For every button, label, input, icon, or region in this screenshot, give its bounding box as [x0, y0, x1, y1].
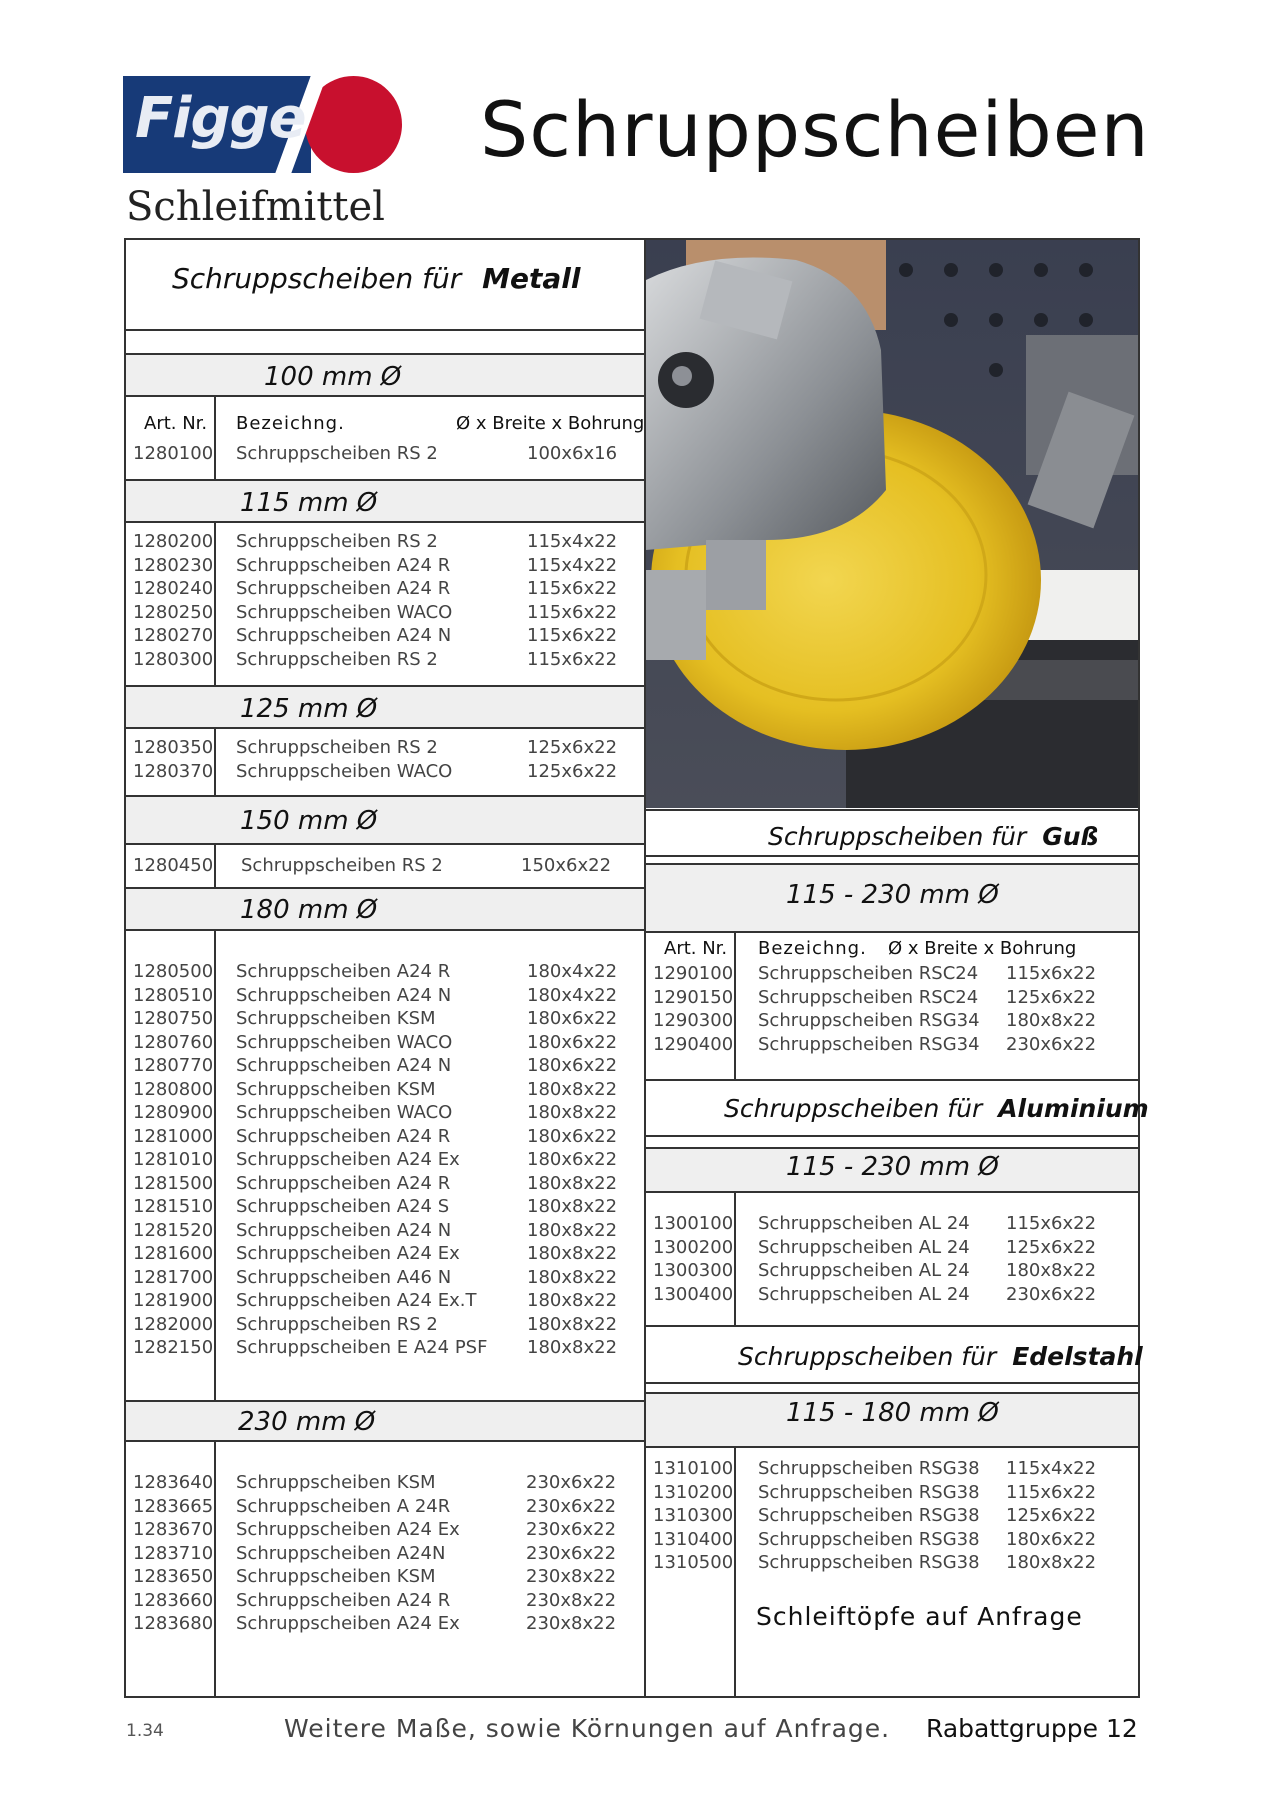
dimension: 180x6x22 [527, 1149, 618, 1170]
dimension: 180x4x22 [527, 961, 618, 982]
table-row [653, 1529, 1106, 1551]
dimension: 125x6x22 [1006, 986, 1097, 1008]
dimension: 115x4x22 [527, 531, 618, 552]
article-number: 1280500 [133, 961, 214, 982]
schleiftoepfe-note: Schleiftöpfe auf Anfrage [756, 1602, 1083, 1631]
table-row [653, 1552, 1106, 1574]
description: Schruppscheiben KSM [236, 1078, 436, 1100]
article-number: 1280450 [133, 855, 214, 876]
dimension: 180x8x22 [1006, 1260, 1097, 1281]
logo-text: Figge [135, 86, 306, 151]
col-header-bez: Bezeichng. [236, 413, 345, 434]
description: Schruppscheiben RS 2 [236, 531, 438, 552]
angle-grinder-photo [646, 240, 1138, 808]
article-number: 1281510 [133, 1196, 214, 1217]
article-number: 1310100 [653, 1458, 734, 1479]
article-number: 1281900 [133, 1290, 214, 1311]
dimension: 230x6x22 [526, 1542, 617, 1564]
article-number: 1280250 [133, 601, 214, 623]
guss-col-header-dim: Ø x Breite x Bohrung [888, 938, 1077, 959]
guss-dim-title: 115 - 230 mm Ø [786, 880, 999, 910]
edelstahl-heading-bold: Edelstahl [1012, 1342, 1143, 1371]
footer-note: Weitere Maße, sowie Körnungen auf Anfrage. [284, 1714, 891, 1743]
article-number: 1282000 [133, 1313, 214, 1335]
article-number: 1290300 [653, 1010, 734, 1031]
article-number: 1283650 [133, 1566, 214, 1587]
description: Schruppscheiben RS 2 [241, 855, 443, 876]
description: Schruppscheiben AL 24 [758, 1236, 970, 1258]
guss-heading [768, 822, 1099, 851]
article-number: 1283710 [133, 1542, 214, 1564]
table-row [653, 1260, 1106, 1282]
dimension: 230x6x22 [1006, 1283, 1097, 1305]
dimension: 180x8x22 [1006, 1010, 1097, 1031]
dimension: 180x8x22 [527, 1172, 618, 1194]
dimension: 180x8x22 [527, 1243, 618, 1264]
table-row [133, 1032, 627, 1054]
table-row [133, 961, 627, 983]
description: Schruppscheiben KSM [236, 1566, 436, 1587]
dimension: 125x6x22 [527, 737, 618, 758]
group-band-150 [126, 797, 644, 843]
description: Schruppscheiben RSC24 [758, 986, 979, 1008]
table-row [133, 578, 627, 600]
article-number: 1280770 [133, 1055, 214, 1076]
metall-heading-prefix: Schruppscheiben für [172, 262, 462, 295]
guss-heading-bold: Guß [1042, 822, 1099, 851]
description: Schruppscheiben AL 24 [758, 1213, 970, 1234]
table-row [653, 1034, 1106, 1056]
guss-heading-prefix: Schruppscheiben für [768, 822, 1027, 851]
description: Schruppscheiben WACO [236, 760, 453, 782]
metall-heading [172, 262, 580, 295]
table-row [653, 1237, 1106, 1259]
description: Schruppscheiben A24 N [236, 625, 452, 646]
dimension: 180x8x22 [527, 1102, 618, 1123]
article-number: 1281010 [133, 1149, 214, 1170]
description: Schruppscheiben A24 R [236, 1125, 451, 1147]
table-row [133, 1496, 626, 1518]
table-row [133, 1590, 626, 1612]
dimension: 180x6x22 [527, 1125, 618, 1147]
dimension: 100x6x16 [527, 443, 618, 464]
guss-col-header-bez: Bezeichng. [758, 938, 867, 959]
table-row [653, 1482, 1106, 1504]
dimension: 230x8x22 [526, 1589, 617, 1611]
description: Schruppscheiben A24 S [236, 1196, 450, 1217]
table-row [133, 1566, 626, 1588]
description: Schruppscheiben AL 24 [758, 1260, 970, 1281]
table-row [133, 1543, 626, 1565]
description: Schruppscheiben RSC24 [758, 963, 979, 984]
dimension: 230x6x22 [526, 1519, 617, 1540]
table-row [133, 1149, 627, 1171]
dimension: 180x8x22 [527, 1266, 618, 1288]
article-number: 1290100 [653, 963, 734, 984]
description: Schruppscheiben A24 N [236, 1055, 452, 1076]
table-row [653, 987, 1106, 1009]
article-number: 1280350 [133, 737, 214, 758]
article-number: 1281000 [133, 1125, 214, 1147]
article-number: 1280510 [133, 984, 214, 1006]
table-row [133, 1337, 627, 1359]
table-row [133, 855, 621, 877]
article-number: 1310300 [653, 1505, 734, 1526]
table-row [653, 1284, 1106, 1306]
table-row [133, 555, 627, 577]
table-row [653, 1458, 1106, 1480]
table-row [133, 761, 627, 783]
description: Schruppscheiben RSG38 [758, 1552, 980, 1573]
dimension: 180x6x22 [527, 1031, 618, 1053]
article-number: 1280300 [133, 648, 214, 670]
table-row [133, 1008, 627, 1030]
article-number: 1280760 [133, 1031, 214, 1053]
aluminium-heading-prefix: Schruppscheiben für [724, 1094, 983, 1123]
article-number: 1280800 [133, 1078, 214, 1100]
group-title-125: 125 mm Ø [240, 694, 378, 724]
description: Schruppscheiben A 24R [236, 1495, 451, 1517]
dimension: 115x6x22 [527, 625, 618, 646]
aluminium-heading-bold: Aluminium [998, 1094, 1149, 1123]
table-row [133, 985, 627, 1007]
description: Schruppscheiben RS 2 [236, 1313, 438, 1335]
table-row [133, 1472, 626, 1494]
table-row [133, 1055, 627, 1077]
article-number: 1280270 [133, 625, 214, 646]
article-number: 1290150 [653, 986, 734, 1008]
article-number: 1281700 [133, 1266, 214, 1288]
article-number: 1300300 [653, 1260, 734, 1281]
article-number: 1310500 [653, 1552, 734, 1573]
article-number: 1283660 [133, 1589, 214, 1611]
table-row [133, 1126, 627, 1148]
table-row [133, 1243, 627, 1265]
description: Schruppscheiben A24 R [236, 1589, 451, 1611]
table-row [133, 443, 627, 465]
description: Schruppscheiben RS 2 [236, 443, 438, 464]
page-title: Schruppscheiben [480, 85, 1150, 174]
table-row [653, 1505, 1106, 1527]
dimension: 230x6x22 [526, 1472, 617, 1493]
dimension: 115x6x22 [1006, 1481, 1097, 1503]
article-number: 1283640 [133, 1472, 214, 1493]
table-row [133, 602, 627, 624]
description: Schruppscheiben A24 R [236, 554, 451, 576]
page-subtitle: Schleifmittel [126, 184, 385, 230]
description: Schruppscheiben KSM [236, 1008, 436, 1029]
article-number: 1281600 [133, 1243, 214, 1264]
description: Schruppscheiben RS 2 [236, 648, 438, 670]
dimension: 180x6x22 [527, 1008, 618, 1029]
dimension: 115x4x22 [527, 554, 618, 576]
table-row [133, 531, 627, 553]
article-number: 1280750 [133, 1008, 214, 1029]
guss-col-header-art: Art. Nr. [664, 938, 728, 959]
table-row [133, 1314, 627, 1336]
description: Schruppscheiben RSG34 [758, 1033, 980, 1055]
table-row [133, 1079, 627, 1101]
group-band-230 [126, 1402, 644, 1440]
table-row [133, 1267, 627, 1289]
col-header-dim: Ø x Breite x Bohrung [456, 413, 645, 434]
table-row [653, 1213, 1106, 1235]
article-number: 1281520 [133, 1219, 214, 1241]
article-number: 1280900 [133, 1102, 214, 1123]
table-row [653, 1010, 1106, 1032]
description: Schruppscheiben WACO [236, 1031, 453, 1053]
description: Schruppscheiben A24 Ex [236, 1613, 460, 1634]
group-title-180: 180 mm Ø [240, 895, 378, 925]
article-number: 1310400 [653, 1528, 734, 1550]
description: Schruppscheiben A24N [236, 1542, 446, 1564]
table-row [133, 1173, 627, 1195]
description: Schruppscheiben RSG34 [758, 1010, 980, 1031]
group-band-125 [126, 687, 644, 727]
edelstahl-dim-title: 115 - 180 mm Ø [786, 1398, 999, 1428]
group-title-230: 230 mm Ø [238, 1407, 376, 1437]
article-number: 1300400 [653, 1283, 734, 1305]
aluminium-heading [724, 1094, 1149, 1123]
dimension: 180x8x22 [527, 1337, 618, 1358]
page-number: 1.34 [126, 1721, 164, 1741]
dimension: 180x8x22 [527, 1196, 618, 1217]
article-number: 1280200 [133, 531, 214, 552]
article-number: 1280370 [133, 760, 214, 782]
dimension: 115x4x22 [1006, 1458, 1097, 1479]
dimension: 150x6x22 [521, 855, 612, 876]
article-number: 1310200 [653, 1481, 734, 1503]
figge-logo [123, 76, 413, 173]
table-row [133, 1613, 626, 1635]
article-number: 1282150 [133, 1337, 214, 1358]
dimension: 230x8x22 [526, 1566, 617, 1587]
description: Schruppscheiben A24 Ex [236, 1149, 460, 1170]
article-number: 1283665 [133, 1495, 214, 1517]
dimension: 230x8x22 [526, 1613, 617, 1634]
dimension: 230x6x22 [526, 1495, 617, 1517]
article-number: 1283680 [133, 1613, 214, 1634]
dimension: 115x6x22 [527, 601, 618, 623]
dimension: 180x8x22 [527, 1078, 618, 1100]
description: Schruppscheiben A24 R [236, 961, 451, 982]
dimension: 180x6x22 [1006, 1528, 1097, 1550]
article-number: 1280100 [133, 443, 214, 464]
table-row [133, 1196, 627, 1218]
dimension: 125x6x22 [527, 760, 618, 782]
edelstahl-heading-prefix: Schruppscheiben für [738, 1342, 997, 1371]
dimension: 180x4x22 [527, 984, 618, 1006]
table-row [133, 1102, 627, 1124]
metall-heading-bold: Metall [482, 262, 581, 295]
description: Schruppscheiben A24 Ex.T [236, 1290, 477, 1311]
dimension: 180x8x22 [527, 1290, 618, 1311]
article-number: 1281500 [133, 1172, 214, 1194]
group-band-180 [126, 889, 644, 929]
dimension: 125x6x22 [1006, 1236, 1097, 1258]
table-row [133, 625, 627, 647]
description: Schruppscheiben RSG38 [758, 1481, 980, 1503]
dimension: 125x6x22 [1006, 1505, 1097, 1526]
description: Schruppscheiben AL 24 [758, 1283, 970, 1305]
aluminium-dim-title: 115 - 230 mm Ø [786, 1152, 999, 1182]
description: Schruppscheiben A46 N [236, 1266, 452, 1288]
description: Schruppscheiben A24 R [236, 1172, 451, 1194]
discount-group: Rabattgruppe 12 [926, 1714, 1138, 1743]
dimension: 180x8x22 [527, 1219, 618, 1241]
dimension: 230x6x22 [1006, 1033, 1097, 1055]
table-row [133, 1290, 627, 1312]
description: Schruppscheiben RSG38 [758, 1458, 980, 1479]
article-number: 1283670 [133, 1519, 214, 1540]
description: Schruppscheiben RSG38 [758, 1528, 980, 1550]
description: Schruppscheiben WACO [236, 1102, 453, 1123]
edelstahl-heading [738, 1342, 1143, 1371]
description: Schruppscheiben A24 Ex [236, 1243, 460, 1264]
table-row [653, 963, 1106, 985]
group-title-100: 100 mm Ø [264, 362, 402, 392]
description: Schruppscheiben KSM [236, 1472, 436, 1493]
table-row [133, 1220, 627, 1242]
dimension: 115x6x22 [1006, 1213, 1097, 1234]
description: Schruppscheiben A24 R [236, 578, 451, 599]
group-band-115 [126, 481, 644, 521]
description: Schruppscheiben RS 2 [236, 737, 438, 758]
dimension: 180x8x22 [1006, 1552, 1097, 1573]
description: Schruppscheiben WACO [236, 601, 453, 623]
dimension: 115x6x22 [527, 578, 618, 599]
table-row [133, 1519, 626, 1541]
article-number: 1280240 [133, 578, 214, 599]
dimension: 115x6x22 [1006, 963, 1097, 984]
col-header-art: Art. Nr. [144, 413, 208, 434]
description: Schruppscheiben E A24 PSF [236, 1337, 488, 1358]
table-row [133, 649, 627, 671]
dimension: 180x8x22 [527, 1313, 618, 1335]
article-number: 1290400 [653, 1033, 734, 1055]
group-title-150: 150 mm Ø [240, 806, 378, 836]
table-row [133, 737, 627, 759]
group-title-115: 115 mm Ø [240, 488, 378, 518]
dimension: 180x6x22 [527, 1055, 618, 1076]
dimension: 115x6x22 [527, 648, 618, 670]
article-number: 1300100 [653, 1213, 734, 1234]
description: Schruppscheiben A24 Ex [236, 1519, 460, 1540]
center-divider [644, 238, 646, 1698]
article-number: 1280230 [133, 554, 214, 576]
description: Schruppscheiben A24 N [236, 1219, 452, 1241]
description: Schruppscheiben RSG38 [758, 1505, 980, 1526]
article-number: 1300200 [653, 1236, 734, 1258]
description: Schruppscheiben A24 N [236, 984, 452, 1006]
